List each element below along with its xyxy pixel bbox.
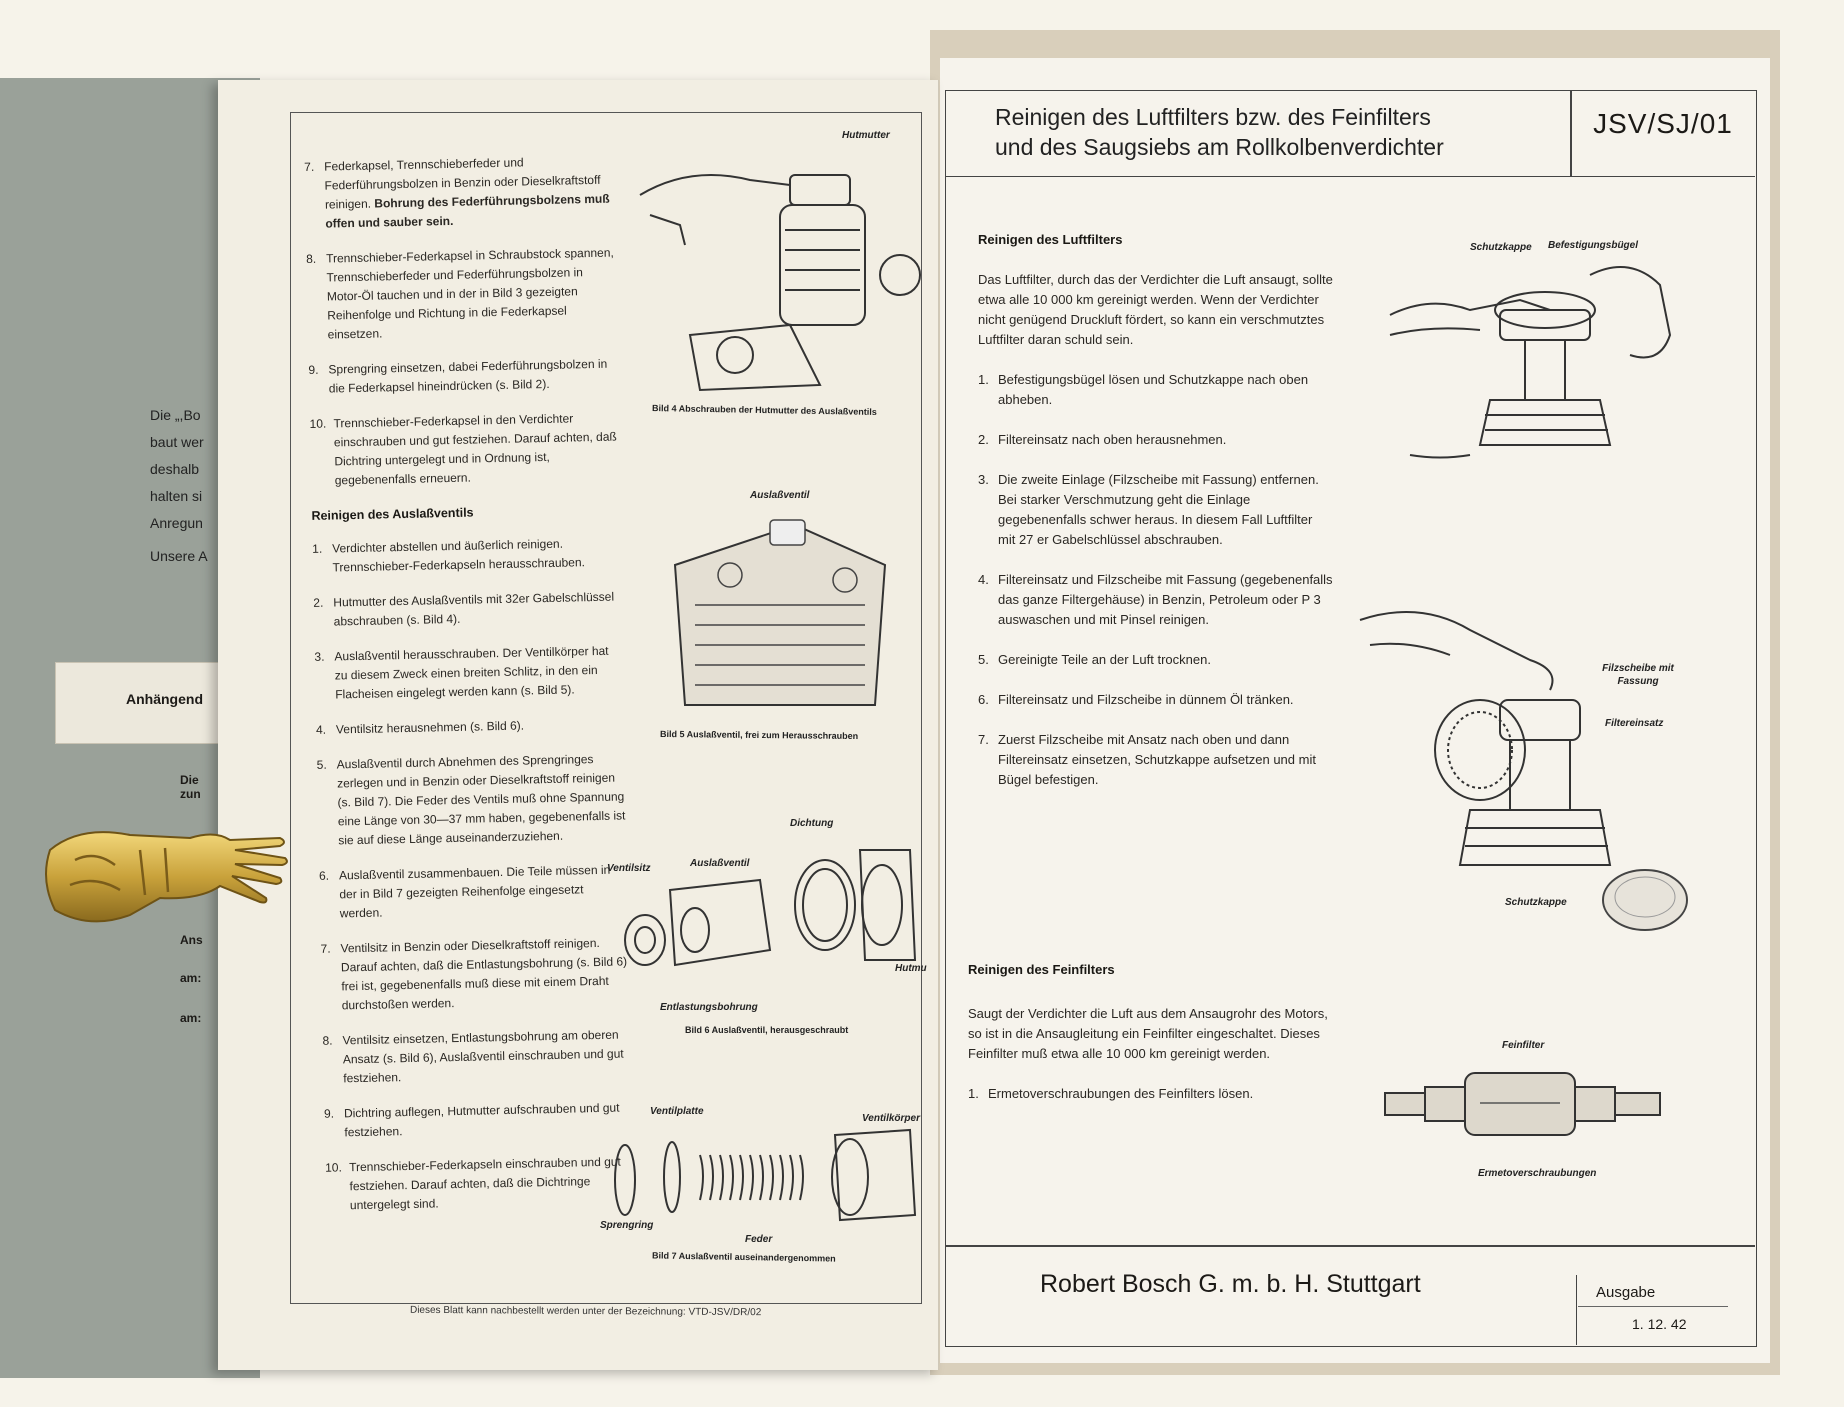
list-item [978,370,1333,410]
item-body: Dichtring auflegen, Hutmutter aufschrauben und gut festziehen. [343,1100,620,1140]
item-body: Gereinigte Teile an der Luft trocknen. [998,652,1211,667]
item-text [998,430,1226,450]
steps-list [978,370,1333,790]
item-body: Ventilsitz herausnehmen (s. Bild 6). [335,718,525,737]
list-item [978,570,1333,630]
folder-line: Anregun [150,515,203,531]
list-item [306,243,618,344]
list-item [968,1084,1333,1104]
item-body: Verdichter abstellen und äußerlich reinigen. Trennschieber-Federkapseln herausschrauben. [332,536,586,575]
caption-bild-7: Bild 7 Auslaßventil auseinandergenommen [651,1250,836,1264]
item-text [998,730,1333,790]
item-body: Befestigungsbügel lösen und Schutzkappe nach oben abheben. [998,372,1309,407]
item-number: 7. [304,159,315,174]
list-item [324,1098,635,1142]
item-number: 6. [978,692,989,707]
figure-6-illustration [620,830,920,980]
label-entlastungsbohrung: Entlastungsbohrung [660,1002,758,1013]
item-text [324,152,616,234]
hand-clip-icon [40,820,290,940]
label-ventilkoerper: Ventilkörper [862,1113,920,1124]
label-ermetoverschraubungen: Ermetoverschraubungen [1478,1168,1597,1179]
item-number: 8. [322,1033,333,1048]
item-number: 2. [978,432,989,447]
figure-7-illustration [610,1125,920,1225]
label-befestigungsbuegel: Befestigungsbügel [1548,240,1639,251]
list-item [312,533,623,577]
label-hutmutter-fig6: Hutmu [895,963,927,974]
folder-label-text: Anhängend [126,691,203,707]
edition-date: 1. 12. 42 [1632,1316,1687,1332]
item-number: 3. [978,472,989,487]
item-body: Filtereinsatz nach oben herausnehmen. [998,432,1227,447]
item-text [998,650,1211,670]
item-emphasis: Bohrung des Federführungsbolzens muß offen und sauber sein. [325,191,610,231]
caption-bild-6: Bild 6 Auslaßventil, herausgeschraubt [685,1025,849,1035]
list-item [978,430,1333,450]
section-intro: Das Luftfilter, durch das der Verdichter die Luft ansaugt, sollte etwa alle 10 000 km gereinigt werden. Wenn der Verdichter nicht genügend Druckluft fördert, so kann ein verschmutztes Luftfilter daran schuld sein. [978,272,1333,347]
reorder-footnote: Dieses Blatt kann nachbestellt werden unter der Bezeichnung: VTD-JSV/DR/02 [409,1304,762,1319]
item-body: Ventilsitz in Benzin oder Dieselkraftstoff reinigen. Darauf achten, daß die Entlastungsbohrung (s. Bild 6) frei ist, gegebenenfalls muß diese mit einem Draht durchstoßen werden. [340,935,628,1013]
item-body: Auslaßventil herausschrauben. Der Ventilkörper hat zu diesem Zweck einen breiten Schlitz, in den ein Flacheisen eingelegt werden kann (s. Bild 5). [334,643,609,702]
label-feinfilter: Feinfilter [1502,1040,1545,1051]
folder-line: halten si [150,488,203,504]
item-number: 9. [308,362,319,377]
item-text [339,860,630,923]
label-ventilsitz: Ventilsitz [607,863,651,874]
item-text [332,533,623,577]
list-item [304,152,616,234]
item-text [998,570,1333,630]
publisher: Robert Bosch G. m. b. H. Stuttgart [1040,1270,1421,1298]
list-item [978,470,1333,550]
list-item [320,933,632,1015]
label-filzscheibe: Filzscheibe mit Fassung [1602,663,1674,687]
label-schutzkappe-bottom: Schutzkappe [1505,897,1567,908]
item-number: 3. [314,649,325,664]
caption-bild-4: Bild 4 Abschrauben der Hutmutter des Auslaßventils [651,403,877,417]
label-schutzkappe: Schutzkappe [1470,242,1532,253]
caption-bild-5: Bild 5 Auslaßventil, frei zum Herausschrauben [659,728,859,742]
list-item [325,1152,636,1215]
luftfilter-illustration [1390,255,1700,465]
label-sprengring: Sprengring [600,1220,654,1231]
list-item [978,690,1333,710]
item-body: Ventilsitz einsetzen, Entlastungsbohrung am oberen Ansatz (s. Bild 6), Auslaßventil einschrauben und gut festziehen. [342,1027,624,1086]
item-number: 9. [323,1106,335,1121]
filtereinsatz-illustration [1360,600,1660,880]
item-number: 1. [968,1086,979,1101]
item-body: Federkapsel, Trennschieberfeder und Federführungsbolzen in Benzin oder Dieselkraftstoff reinigen. [324,155,601,212]
item-body: Auslaßventil zusammenbauen. Die Teile müssen in der in Bild 7 gezeigten Reihenfolge eingesetzt werden. [338,862,611,921]
item-text [334,641,625,704]
figure-5-illustration [655,505,905,715]
document-code: JSV/SJ/01 [1593,108,1733,139]
item-text [342,1025,633,1088]
label-ventilplatte: Ventilplatte [650,1106,704,1117]
label-dichtung: Dichtung [790,818,834,829]
label-feder: Feder [745,1234,773,1245]
edition-label: Ausgabe [1596,1284,1656,1301]
item-text [336,717,524,740]
steps-list [304,152,621,491]
list-item [308,354,619,398]
item-body: Zuerst Filzscheibe mit Ansatz nach oben und dann Filtereinsatz einsetzen, Schutzkappe aufsetzen und mit Bügel befestigen. [998,732,1316,787]
item-text [998,470,1333,550]
page-title [995,102,1444,162]
item-text [326,243,618,344]
label-auslassventil-fig6: Auslaßventil [690,858,750,869]
item-number: 6. [318,868,330,883]
item-body: Filtereinsatz und Filzscheibe mit Fassung (gegebenenfalls das ganze Filtergehäuse) in Benzin, Petroleum oder P 3 auswaschen und mit Pinsel reinigen. [998,572,1333,627]
item-number: 4. [315,722,327,737]
label-auslassventil-fig5: Auslaßventil [750,490,810,501]
steps-list [312,533,636,1215]
item-text [328,354,619,398]
section-heading: Reinigen des Auslaßventils [311,505,474,523]
section-feinfilter [968,960,1333,1124]
list-item [317,749,629,850]
left-page-text [304,152,636,1232]
list-item [314,641,625,704]
section-heading: Reinigen des Luftfilters [978,232,1123,247]
item-body: Hutmutter des Auslaßventils mit 32er Gabelschlüssel abschrauben (s. Bild 4). [333,589,615,629]
item-text [333,587,624,631]
folder-line: baut wer [150,434,204,450]
list-item [313,587,624,631]
label-filtereinsatz: Filtereinsatz [1605,718,1664,729]
item-text [998,690,1294,710]
list-item [309,408,621,490]
item-number: 7. [320,941,331,956]
schutzkappe-illustration [1600,865,1690,935]
item-text [337,749,629,850]
item-number: 1. [312,541,323,556]
steps-list [968,1084,1333,1104]
list-item [978,650,1333,670]
item-body: Die zweite Einlage (Filzscheibe mit Fassung) entfernen. Bei starker Verschmutzung geht die Einlage gegebenenfalls schwer heraus. In diesem Fall Luftfilter mit 27 er Gabelschlüssel abschrauben. [998,472,1319,547]
footer-divider [945,1245,1755,1247]
item-body: Trennschieber-Federkapseln einschrauben und gut festziehen. Darauf achten, daß die Dichtringe untergelegt sind. [348,1154,621,1213]
item-text [340,933,632,1015]
header-divider [1570,90,1572,176]
item-text [344,1098,635,1142]
list-item [319,860,630,923]
item-body: Ermetoverschraubungen des Feinfilters lösen. [988,1086,1254,1101]
folder-line: Unsere A [150,548,208,564]
item-body: Auslaßventil durch Abnehmen des Sprengringes zerlegen und in Benzin oder Dieselkraftstoff reinigen (s. Bild 7). Die Feder des Ventils muß ohne Spannung eine Länge von 30—37 mm haben, gegebenenfalls ist sie auf diese Länge auseinanderzuziehen. [336,752,626,848]
item-text [349,1152,636,1215]
item-body: Trennschieber-Federkapsel in den Verdichter einschrauben und gut festziehen. Darauf achten, daß Dichtring untergelegt und in Ordnung ist, gegebenenfalls erneuern. [333,411,617,488]
list-item [316,714,626,739]
item-text [998,370,1333,410]
figure-4-illustration [640,135,910,395]
list-item [322,1025,633,1088]
item-number: 1. [978,372,989,387]
section-luftfilter [978,230,1333,810]
label-hutmutter: Hutmutter [842,130,890,141]
section-heading: Reinigen des Feinfilters [968,962,1115,977]
item-number: 10. [309,416,327,431]
folder-line: deshalb [150,461,200,477]
title-line-2: und des Saugsiebs am Rollkolbenverdichter [995,134,1444,160]
item-number: 2. [313,595,324,610]
item-number: 4. [978,572,989,587]
folder-line: Die „,Bo [150,407,201,423]
title-line-1: Reinigen des Luftfilters bzw. des Feinfilters [995,104,1431,130]
item-number: 5. [978,652,989,667]
item-text [988,1084,1253,1104]
item-number: 7. [978,732,989,747]
item-number: 8. [305,251,317,266]
edition-divider [1578,1306,1728,1307]
item-number: 10. [325,1160,342,1175]
section-intro: Saugt der Verdichter die Luft aus dem Ansaugrohr des Motors, so ist in die Ansaugleitung ein Feinfilter eingeschaltet. Dieses Feinfilter muß etwa alle 10 000 km gereinigt werden. [968,1006,1328,1061]
item-number: 5. [316,757,327,772]
item-text [333,408,621,490]
feinfilter-illustration [1385,1065,1665,1145]
item-body: Sprengring einsetzen, dabei Federführungsbolzen in die Federkapsel hineindrücken (s. Bild 2). [328,356,608,396]
item-body: Filtereinsatz und Filzscheibe in dünnem Öl tränken. [998,692,1294,707]
footer-column-divider [1576,1275,1577,1345]
item-body: Trennschieber-Federkapsel in Schraubstock spannen, Trennschieberfeder und Federführungsbolzen in Motor-Öl tauchen und in der in Bild 3 gezeigten Reihenfolge und Richtung in die Federkapsel einsetzen. [325,245,614,342]
list-item [978,730,1333,790]
